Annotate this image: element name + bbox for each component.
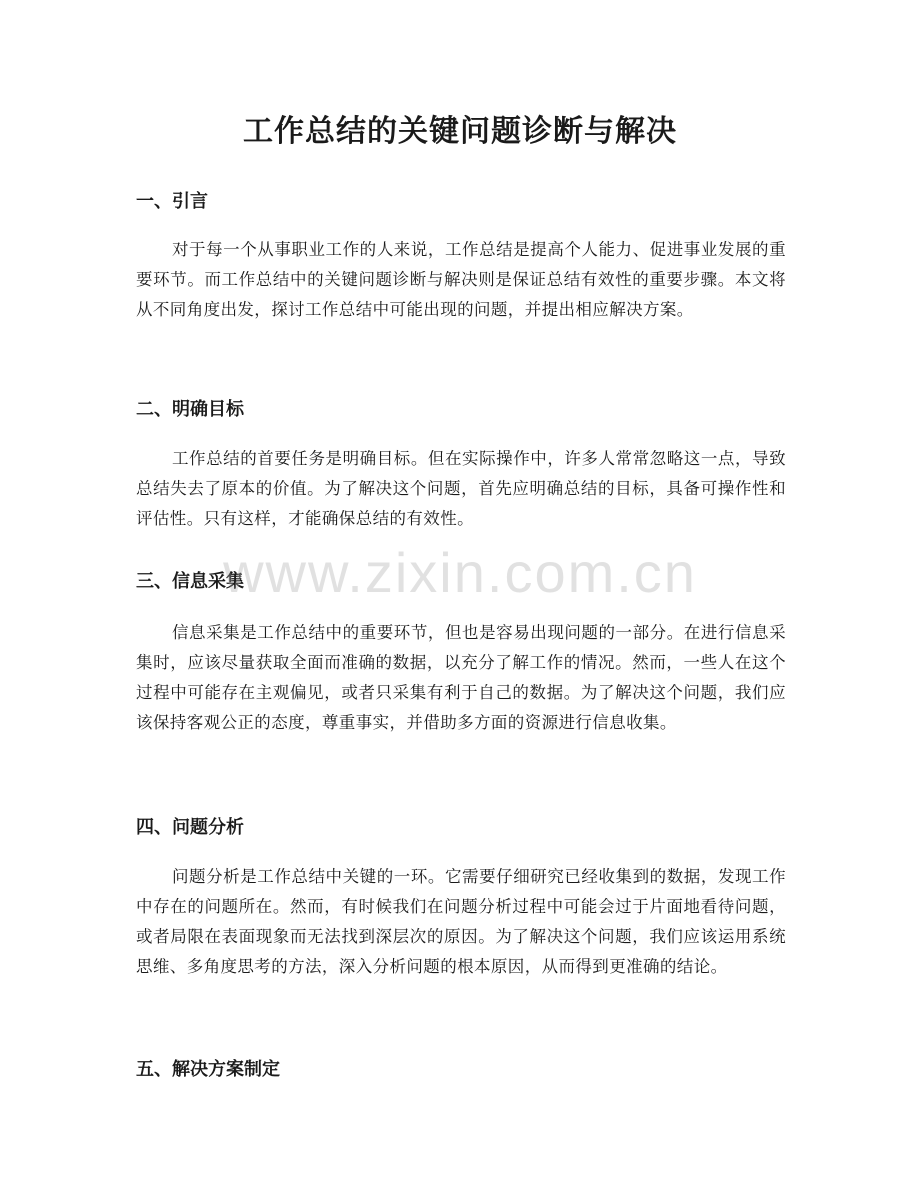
section-paragraph-information-collection: 信息采集是工作总结中的重要环节，但也是容易出现问题的一部分。在进行信息采集时，应该尽量获取全面而准确的数据，以充分了解工作的情况。然而，一些人在这个过程中可能存在主观偏见，或者只采集有利于自己的数据。为了解决这个问题，我们应该保持客观公正的态度，尊重事实，并借助多方面的资源进行信息收集。 xyxy=(136,623,786,732)
section-heading-problem-analysis: 四、问题分析 xyxy=(136,817,244,838)
section-paragraph-introduction: 对于每一个从事职业工作的人来说，工作总结是提高个人能力、促进事业发展的重要环节。而工作总结中的关键问题诊断与解决则是保证总结有效性的重要步骤。本文将从不同角度出发，探讨工作总结中可能出现的问题，并提出相应解决方案。 xyxy=(136,240,786,319)
watermark: www.zixin.com.cn xyxy=(223,541,697,604)
section-heading-introduction: 一、引言 xyxy=(136,191,208,212)
section-paragraph-problem-analysis: 问题分析是工作总结中关键的一环。它需要仔细研究已经收集到的数据，发现工作中存在的问题所在。然而，有时候我们在问题分析过程中可能会过于片面地看待问题，或者局限在表面现象而无法找到深层次的原因。为了解决这个问题，我们应该运用系统思维、多角度思考的方法，深入分析问题的根本原因，从而得到更准确的结论。 xyxy=(136,867,786,976)
section-paragraph-clear-goals: 工作总结的首要任务是明确目标。但在实际操作中，许多人常常忽略这一点，导致总结失去了原本的价值。为了解决这个问题，首先应明确总结的目标，具备可操作性和评估性。只有这样，才能确保总结的有效性。 xyxy=(136,449,786,528)
section-heading-solution-formulation: 五、解决方案制定 xyxy=(136,1059,280,1080)
section-heading-clear-goals: 二、明确目标 xyxy=(136,399,244,420)
page-title: 工作总结的关键问题诊断与解决 xyxy=(243,114,677,149)
section-heading-information-collection: 三、信息采集 xyxy=(136,571,244,592)
